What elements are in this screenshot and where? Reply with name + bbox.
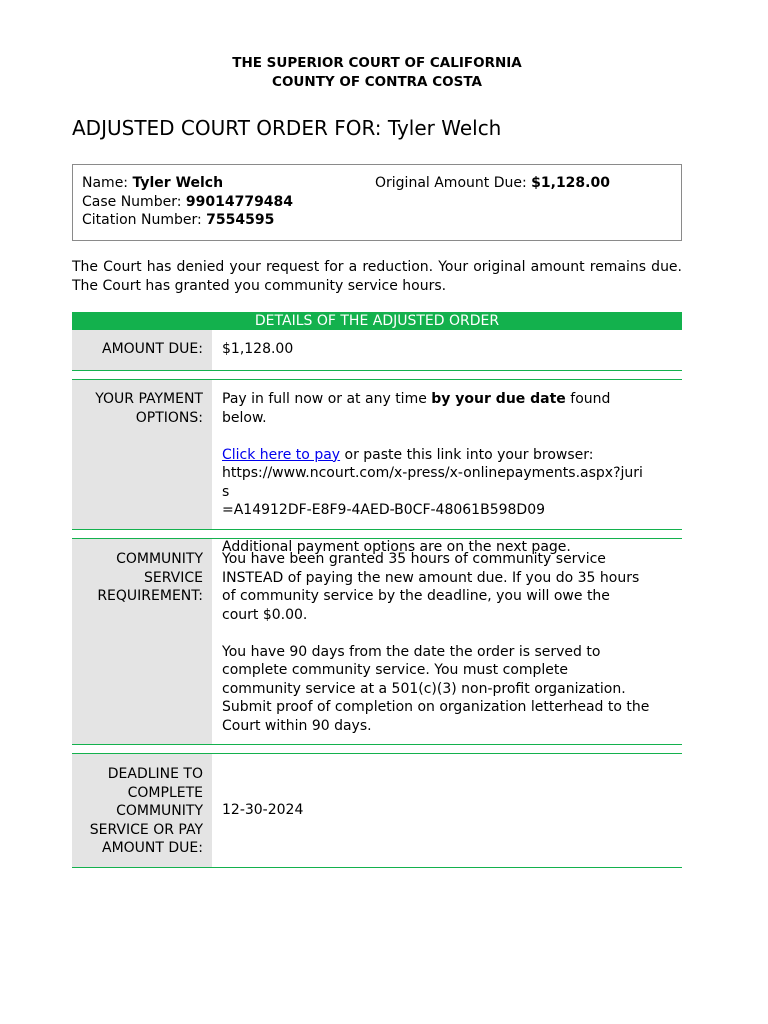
deadline-label-line: DEADLINE TO xyxy=(107,766,203,782)
community-service-label-line: REQUIREMENT: xyxy=(97,588,203,604)
name-label: Name: xyxy=(82,175,129,191)
deadline-value: 12-30-2024 xyxy=(222,802,304,818)
pay-link-paragraph xyxy=(222,446,650,520)
community-service-label xyxy=(72,539,212,744)
community-service-paragraph: You have 90 days from the date the order is served to complete community service. You must complete community service at a 501(c)(3) non-profit organization. Submit proof of completion on organization letterhead to the Court within 90 days. xyxy=(222,643,650,734)
payment-options-content xyxy=(222,390,650,557)
community-service-paragraph: You have been granted 35 hours of community service INSTEAD of paying the new amount due. If you do 35 hours of community service by the deadline, you will owe the court $0.00. xyxy=(222,551,640,623)
name-line xyxy=(82,174,293,193)
deadline-label-line: COMMUNITY xyxy=(116,803,203,819)
case-info-box xyxy=(72,164,682,241)
payment-url-line: =A14912DF-E8F9-4AED-B0CF-48061B598D09 xyxy=(222,502,546,518)
citation-number-value: 7554595 xyxy=(206,212,275,228)
divider xyxy=(72,867,682,868)
pay-instructions xyxy=(222,390,650,427)
case-number-value: 99014779484 xyxy=(185,193,294,210)
divider xyxy=(72,529,682,530)
order-title-prefix: ADJUSTED COURT ORDER FOR: xyxy=(72,116,382,140)
original-amount-label: Original Amount Due: xyxy=(375,175,527,191)
community-service-label-line: SERVICE xyxy=(143,569,203,586)
amount-due-value: $1,128.00 xyxy=(222,341,294,357)
pay-text: Pay in full now or at any time xyxy=(222,391,432,407)
community-service-content xyxy=(222,550,650,735)
case-number-label: Case Number: xyxy=(82,193,182,210)
deadline-label xyxy=(72,754,212,867)
deadline-label-line: AMOUNT DUE: xyxy=(102,840,203,856)
details-heading: DETAILS OF THE ADJUSTED ORDER xyxy=(72,312,682,330)
case-info-right xyxy=(375,174,610,193)
payment-options-row xyxy=(72,380,682,555)
order-title-name: Tyler Welch xyxy=(387,116,502,140)
amount-due-label: AMOUNT DUE: xyxy=(72,330,212,370)
payment-options-label xyxy=(72,380,212,529)
name-value: Tyler Welch xyxy=(132,175,224,191)
case-info-left xyxy=(82,174,293,230)
deadline-label-line: SERVICE OR PAY xyxy=(89,821,203,838)
case-number-line xyxy=(82,193,293,212)
pay-link-suffix: or paste this link into your browser: xyxy=(340,446,594,463)
court-name: THE SUPERIOR COURT OF CALIFORNIA xyxy=(232,55,522,71)
citation-number-label: Citation Number: xyxy=(82,212,202,228)
payment-url-line: https://www.ncourt.com/x-press/x-onlinepayments.aspx?juris xyxy=(222,465,643,500)
amount-due-row xyxy=(72,330,682,370)
original-amount-line xyxy=(375,174,610,193)
payment-options-label-line: OPTIONS: xyxy=(135,409,203,426)
deadline-label-line: COMPLETE xyxy=(127,784,203,801)
payment-options-label-line: YOUR PAYMENT xyxy=(95,391,203,407)
community-service-row xyxy=(72,539,682,744)
county-name: COUNTY OF CONTRA COSTA xyxy=(272,73,482,90)
citation-number-line xyxy=(82,211,293,230)
deadline-row xyxy=(72,754,682,867)
additional-options-text: Additional payment options are on the next page. xyxy=(222,539,571,555)
community-service-label-line: COMMUNITY xyxy=(116,551,203,567)
pay-text: found below. xyxy=(222,391,611,426)
divider xyxy=(72,744,682,745)
order-title xyxy=(72,115,501,141)
pay-text-bold: by your due date xyxy=(431,391,566,407)
divider xyxy=(72,370,682,371)
click-here-to-pay-link[interactable]: Click here to pay xyxy=(222,446,341,463)
original-amount-value: $1,128.00 xyxy=(531,175,610,191)
intro-paragraph: The Court has denied your request for a reduction. Your original amount remains due. The Court has granted you community service hours. xyxy=(72,259,682,294)
court-header xyxy=(72,54,682,91)
